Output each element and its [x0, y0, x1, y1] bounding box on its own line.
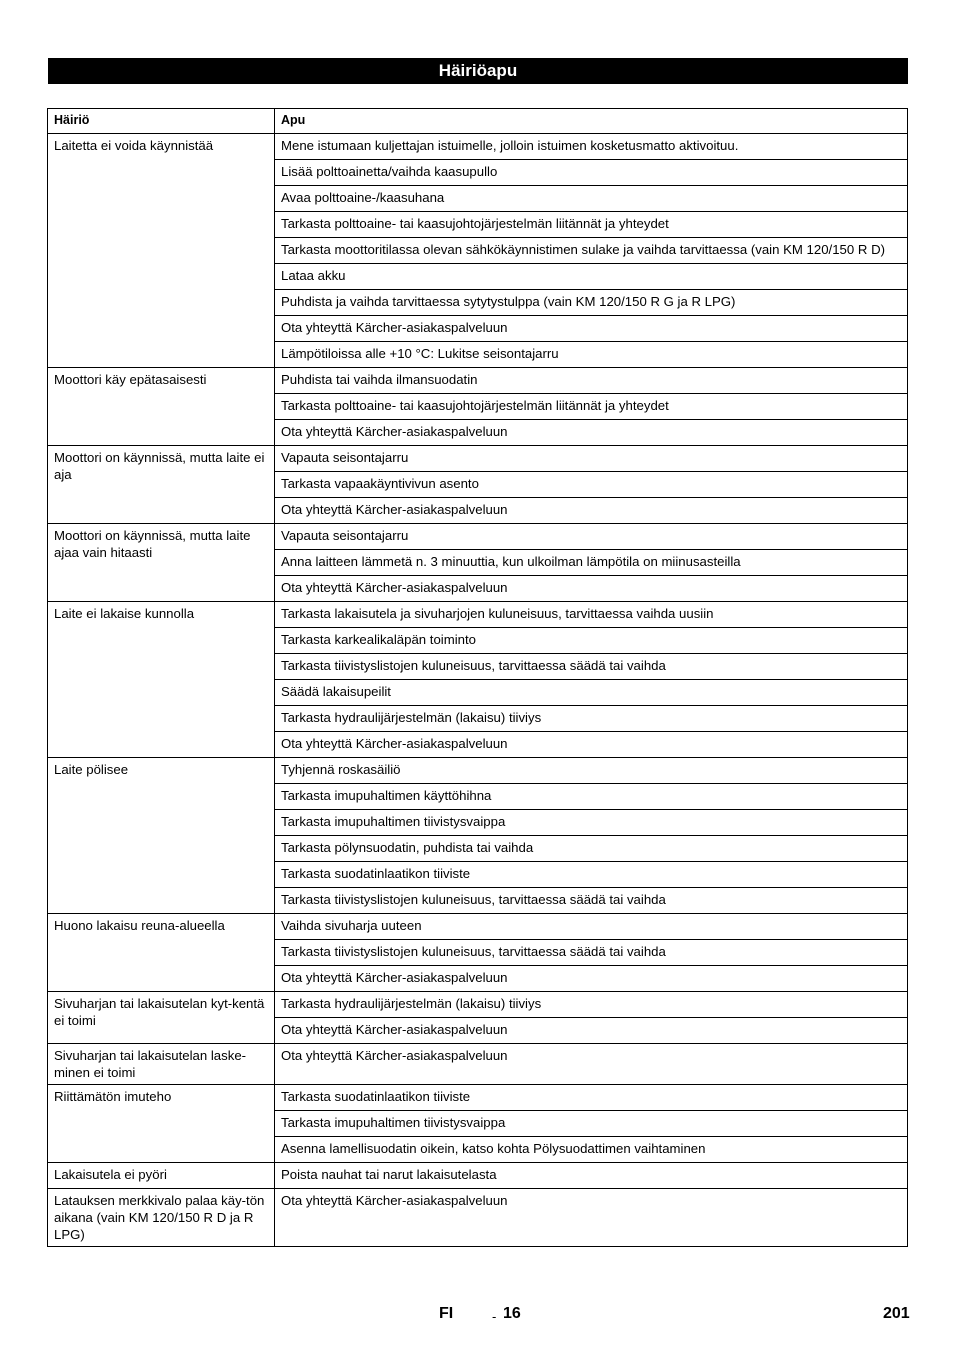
remedy-cell: Lataa akku — [275, 264, 908, 290]
remedy-cell: Ota yhteyttä Kärcher-asiakaspalveluun — [275, 1044, 908, 1085]
table-row — [48, 446, 908, 472]
table-row — [48, 602, 908, 628]
remedy-cell: Tarkasta hydraulijärjestelmän (lakaisu) tiiviys — [275, 706, 908, 732]
remedy-cell: Tarkasta tiivistyslistojen kuluneisuus, tarvittaessa säädä tai vaihda — [275, 940, 908, 966]
remedy-cell: Ota yhteyttä Kärcher-asiakaspalveluun — [275, 420, 908, 446]
table-row — [48, 1044, 908, 1085]
remedy-cell: Lämpötiloissa alle +10 °C: Lukitse seisontajarru — [275, 342, 908, 368]
header-fault: Häiriö — [48, 109, 275, 134]
section-title: Häiriöapu — [48, 58, 908, 84]
remedy-cell: Tarkasta moottoritilassa olevan sähkökäynnistimen sulake ja vaihda tarvittaessa (vain KM 120/150 R D) — [275, 238, 908, 264]
table-row — [48, 134, 908, 160]
fault-cell: Moottori on käynnissä, mutta laite ei aja — [48, 446, 275, 524]
remedy-cell: Mene istumaan kuljettajan istuimelle, jolloin istuimen kosketusmatto aktivoituu. — [275, 134, 908, 160]
table-row — [48, 1085, 908, 1111]
remedy-cell: Ota yhteyttä Kärcher-asiakaspalveluun — [275, 1018, 908, 1044]
remedy-cell: Tarkasta lakaisutela ja sivuharjojen kuluneisuus, tarvittaessa vaihda uusiin — [275, 602, 908, 628]
table-row — [48, 914, 908, 940]
fault-cell: Laite ei lakaise kunnolla — [48, 602, 275, 758]
remedy-cell: Lisää polttoainetta/vaihda kaasupullo — [275, 160, 908, 186]
remedy-cell: Tarkasta karkealikaläpän toiminto — [275, 628, 908, 654]
footer-page-number: 201 — [883, 1305, 910, 1322]
remedy-cell: Tarkasta pölynsuodatin, puhdista tai vaihda — [275, 836, 908, 862]
fault-cell: Sivuharjan tai lakaisutelan laske-minen ei toimi — [48, 1044, 275, 1085]
remedy-cell: Puhdista tai vaihda ilmansuodatin — [275, 368, 908, 394]
remedy-cell: Ota yhteyttä Kärcher-asiakaspalveluun — [275, 576, 908, 602]
remedy-cell: Vapauta seisontajarru — [275, 446, 908, 472]
remedy-cell: Vaihda sivuharja uuteen — [275, 914, 908, 940]
header-help: Apu — [275, 109, 908, 134]
table-row — [48, 1189, 908, 1247]
troubleshooting-table — [47, 108, 908, 1247]
table-row — [48, 1163, 908, 1189]
remedy-cell: Tarkasta polttoaine- tai kaasujohtojärjestelmän liitännät ja yhteydet — [275, 212, 908, 238]
remedy-cell: Tarkasta tiivistyslistojen kuluneisuus, tarvittaessa säädä tai vaihda — [275, 888, 908, 914]
remedy-cell: Säädä lakaisupeilit — [275, 680, 908, 706]
remedy-cell: Tarkasta vapaakäyntivivun asento — [275, 472, 908, 498]
fault-cell: Latauksen merkkivalo palaa käy-tön aikana (vain KM 120/150 R D ja R LPG) — [48, 1189, 275, 1247]
remedy-cell: Tarkasta imupuhaltimen käyttöhihna — [275, 784, 908, 810]
remedy-cell: Puhdista ja vaihda tarvittaessa sytytystulppa (vain KM 120/150 R G ja R LPG) — [275, 290, 908, 316]
remedy-cell: Tarkasta polttoaine- tai kaasujohtojärjestelmän liitännät ja yhteydet — [275, 394, 908, 420]
table-header-row — [48, 109, 908, 134]
fault-cell: Lakaisutela ei pyöri — [48, 1163, 275, 1189]
remedy-cell: Avaa polttoaine-/kaasuhana — [275, 186, 908, 212]
remedy-cell: Poista nauhat tai narut lakaisutelasta — [275, 1163, 908, 1189]
remedy-cell: Ota yhteyttä Kärcher-asiakaspalveluun — [275, 316, 908, 342]
footer-language: FI — [439, 1305, 454, 1322]
fault-cell: Moottori on käynnissä, mutta laite ajaa vain hitaasti — [48, 524, 275, 602]
remedy-cell: Ota yhteyttä Kärcher-asiakaspalveluun — [275, 732, 908, 758]
remedy-cell: Tarkasta hydraulijärjestelmän (lakaisu) tiiviys — [275, 992, 908, 1018]
remedy-cell: Tarkasta suodatinlaatikon tiiviste — [275, 1085, 908, 1111]
remedy-cell: Anna laitteen lämmetä n. 3 minuuttia, kun ulkoilman lämpötila on miinusasteilla — [275, 550, 908, 576]
fault-cell: Huono lakaisu reuna-alueella — [48, 914, 275, 992]
fault-cell: Laitetta ei voida käynnistää — [48, 134, 275, 368]
table-row — [48, 992, 908, 1018]
table-row — [48, 524, 908, 550]
remedy-cell: Tarkasta imupuhaltimen tiivistysvaippa — [275, 810, 908, 836]
table-body — [48, 134, 908, 1247]
table-row — [48, 758, 908, 784]
remedy-cell: Tarkasta tiivistyslistojen kuluneisuus, tarvittaessa säädä tai vaihda — [275, 654, 908, 680]
remedy-cell: Ota yhteyttä Kärcher-asiakaspalveluun — [275, 966, 908, 992]
remedy-cell: Tarkasta imupuhaltimen tiivistysvaippa — [275, 1111, 908, 1137]
remedy-cell: Ota yhteyttä Kärcher-asiakaspalveluun — [275, 498, 908, 524]
remedy-cell: Asenna lamellisuodatin oikein, katso kohta Pölysuodattimen vaihtaminen — [275, 1137, 908, 1163]
remedy-cell: Tarkasta suodatinlaatikon tiiviste — [275, 862, 908, 888]
fault-cell: Moottori käy epätasaisesti — [48, 368, 275, 446]
footer-dash: - — [492, 1309, 497, 1324]
footer-section-page: 16 — [503, 1305, 521, 1322]
table-row — [48, 368, 908, 394]
remedy-cell: Ota yhteyttä Kärcher-asiakaspalveluun — [275, 1189, 908, 1247]
fault-cell: Riittämätön imuteho — [48, 1085, 275, 1163]
remedy-cell: Tyhjennä roskasäiliö — [275, 758, 908, 784]
fault-cell: Laite pölisee — [48, 758, 275, 914]
remedy-cell: Vapauta seisontajarru — [275, 524, 908, 550]
fault-cell: Sivuharjan tai lakaisutelan kyt-kentä ei toimi — [48, 992, 275, 1044]
